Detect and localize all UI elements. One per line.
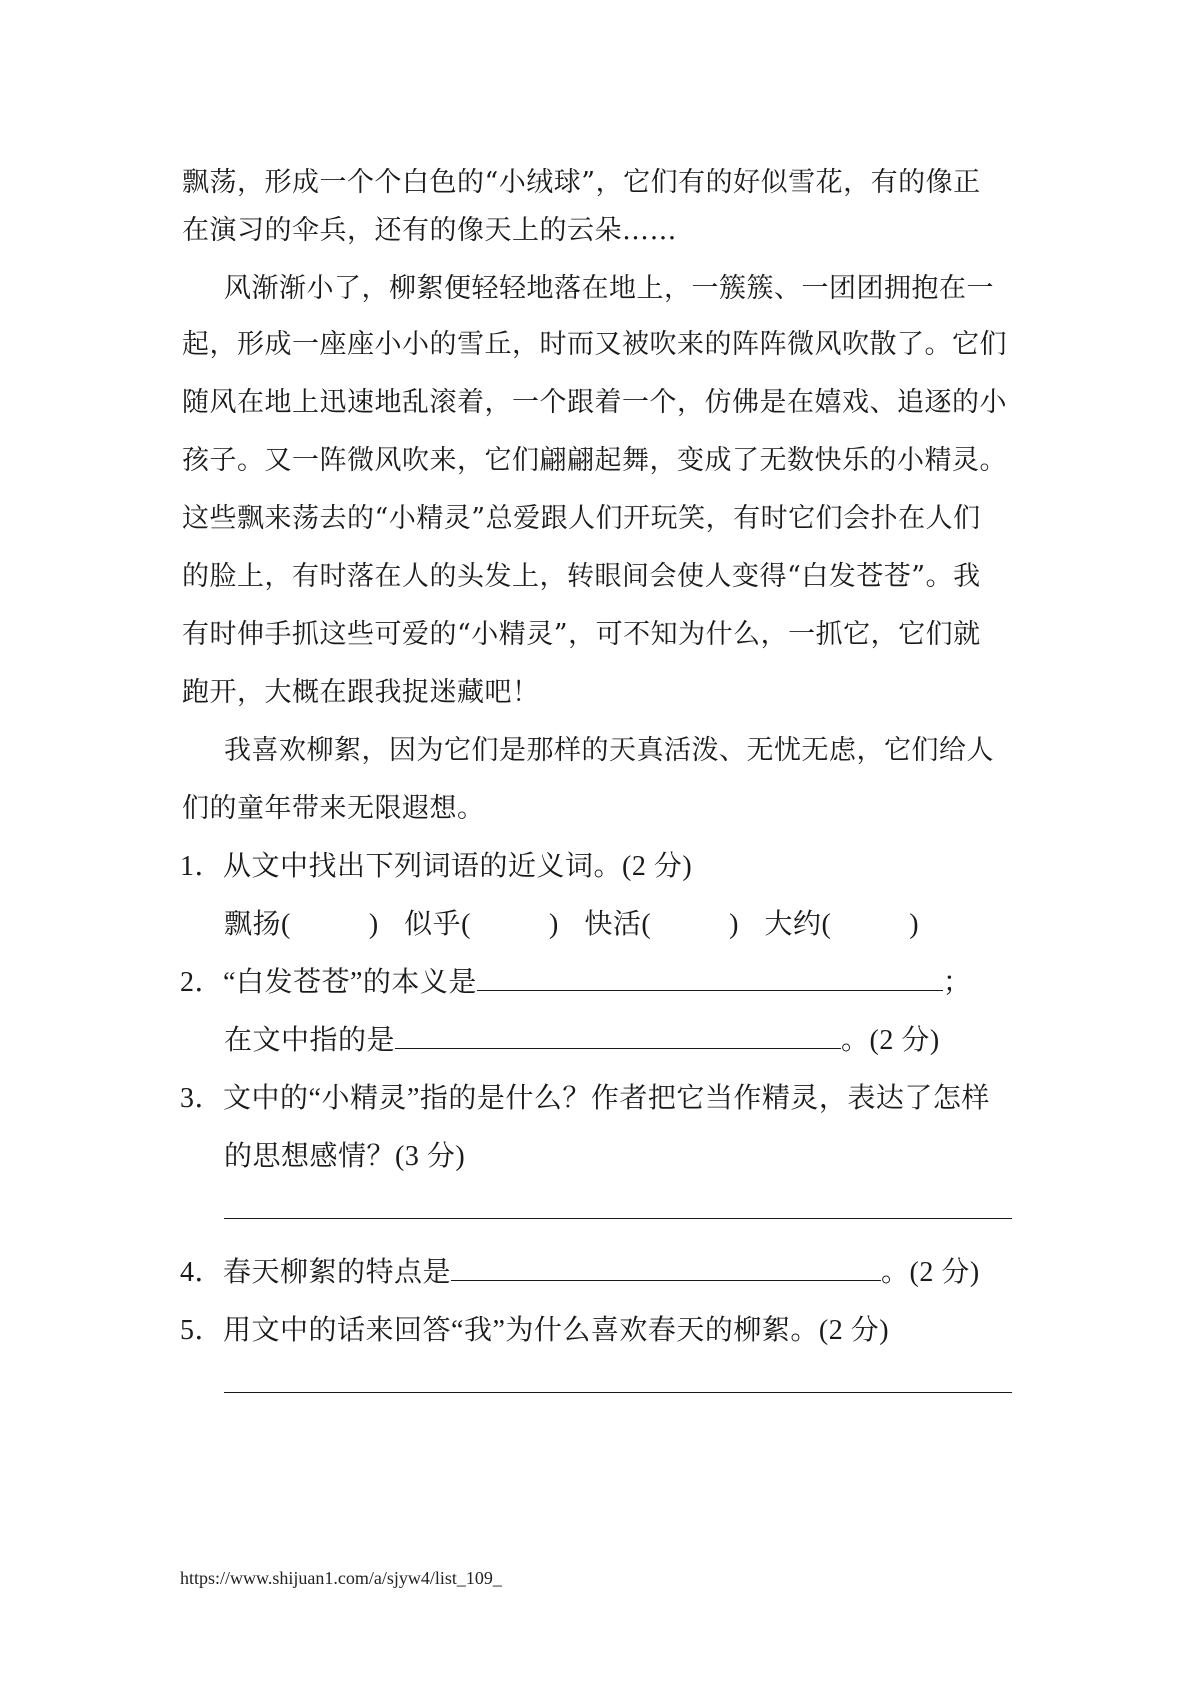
option-sihu: 似乎( ): [404, 909, 559, 940]
question-1: [180, 844, 1010, 884]
answer-blank[interactable]: [395, 1020, 841, 1049]
question-3-line2: 的思想感情？(3 分): [224, 1141, 466, 1172]
answer-blank[interactable]: [477, 962, 943, 991]
passage-line-4: 起，形成一座座小小的雪丘，时而又被吹来的阵阵微风吹散了。它们: [182, 329, 1007, 360]
passage-line-3: 风渐渐小了，柳絮便轻轻地落在地上，一簇簇、一团团拥抱在一: [224, 273, 994, 304]
passage-line-9: 有时伸手抓这些可爱的“小精灵”，可不知为什么，一抓它，它们就: [182, 619, 981, 650]
question-4-number: 4．: [180, 1257, 224, 1288]
passage-line-7: 这些飘来荡去的“小精灵”总爱跟人们开玩笑，有时它们会扑在人们: [182, 503, 981, 534]
question-2: 2．“白发苍苍”的本义是 ；: [180, 960, 1010, 1000]
question-3: 3．文中的“小精灵”指的是什么？作者把它当作精灵，表达了怎样: [180, 1083, 990, 1114]
question-1-number: 1．: [180, 851, 224, 882]
question-2-prefix: “白发苍苍”的本义是: [223, 967, 477, 998]
question-1-options: [224, 902, 1054, 942]
option-kuaihuo: 快活( ): [584, 909, 739, 940]
option-piaoyang: 飘扬( ): [224, 909, 379, 940]
passage-line-10: 跑开，大概在跟我捉迷藏吧！: [182, 677, 540, 708]
option-dayue: 大约( ): [764, 909, 920, 940]
passage-line-5: 随风在地上迅速地乱滚着，一个跟着一个，仿佛是在嬉戏、追逐的小: [182, 387, 1007, 418]
passage-line-8: 的脸上，有时落在人的头发上，转眼间会使人变得“白发苍苍”。我: [182, 561, 981, 592]
passage-line-1: 飘荡，形成一个个白色的“小绒球”，它们有的好似雪花，有的像正: [182, 167, 981, 198]
question-3-number: 3．: [180, 1083, 224, 1114]
passage-line-2: 在演习的伞兵，还有的像天上的云朵……: [182, 215, 677, 246]
answer-line[interactable]: [224, 1392, 1012, 1393]
question-1-text: 从文中找出下列词语的近义词。(2 分): [223, 851, 693, 882]
question-4: 4．春天柳絮的特点是 。(2 分): [180, 1250, 1010, 1290]
passage-line-6: 孩子。又一阵微风吹来，它们翩翩起舞，变成了无数快乐的小精灵。: [182, 445, 1007, 476]
answer-line[interactable]: [224, 1218, 1012, 1219]
question-2-number: 2．: [180, 967, 224, 998]
answer-blank[interactable]: [451, 1252, 881, 1281]
question-5-number: 5．: [180, 1315, 224, 1346]
passage-line-11: 我喜欢柳絮，因为它们是那样的天真活泼、无忧无虑，它们给人: [224, 735, 994, 766]
question-5: 5．用文中的话来回答“我”为什么喜欢春天的柳絮。(2 分): [180, 1315, 890, 1346]
passage-line-12: 们的童年带来无限遐想。: [182, 793, 485, 824]
footer-url[interactable]: https://www.shijuan1.com/a/sjyw4/list_109_: [180, 1568, 502, 1588]
question-2-line2: 在文中指的是 。(2 分): [224, 1018, 1054, 1058]
